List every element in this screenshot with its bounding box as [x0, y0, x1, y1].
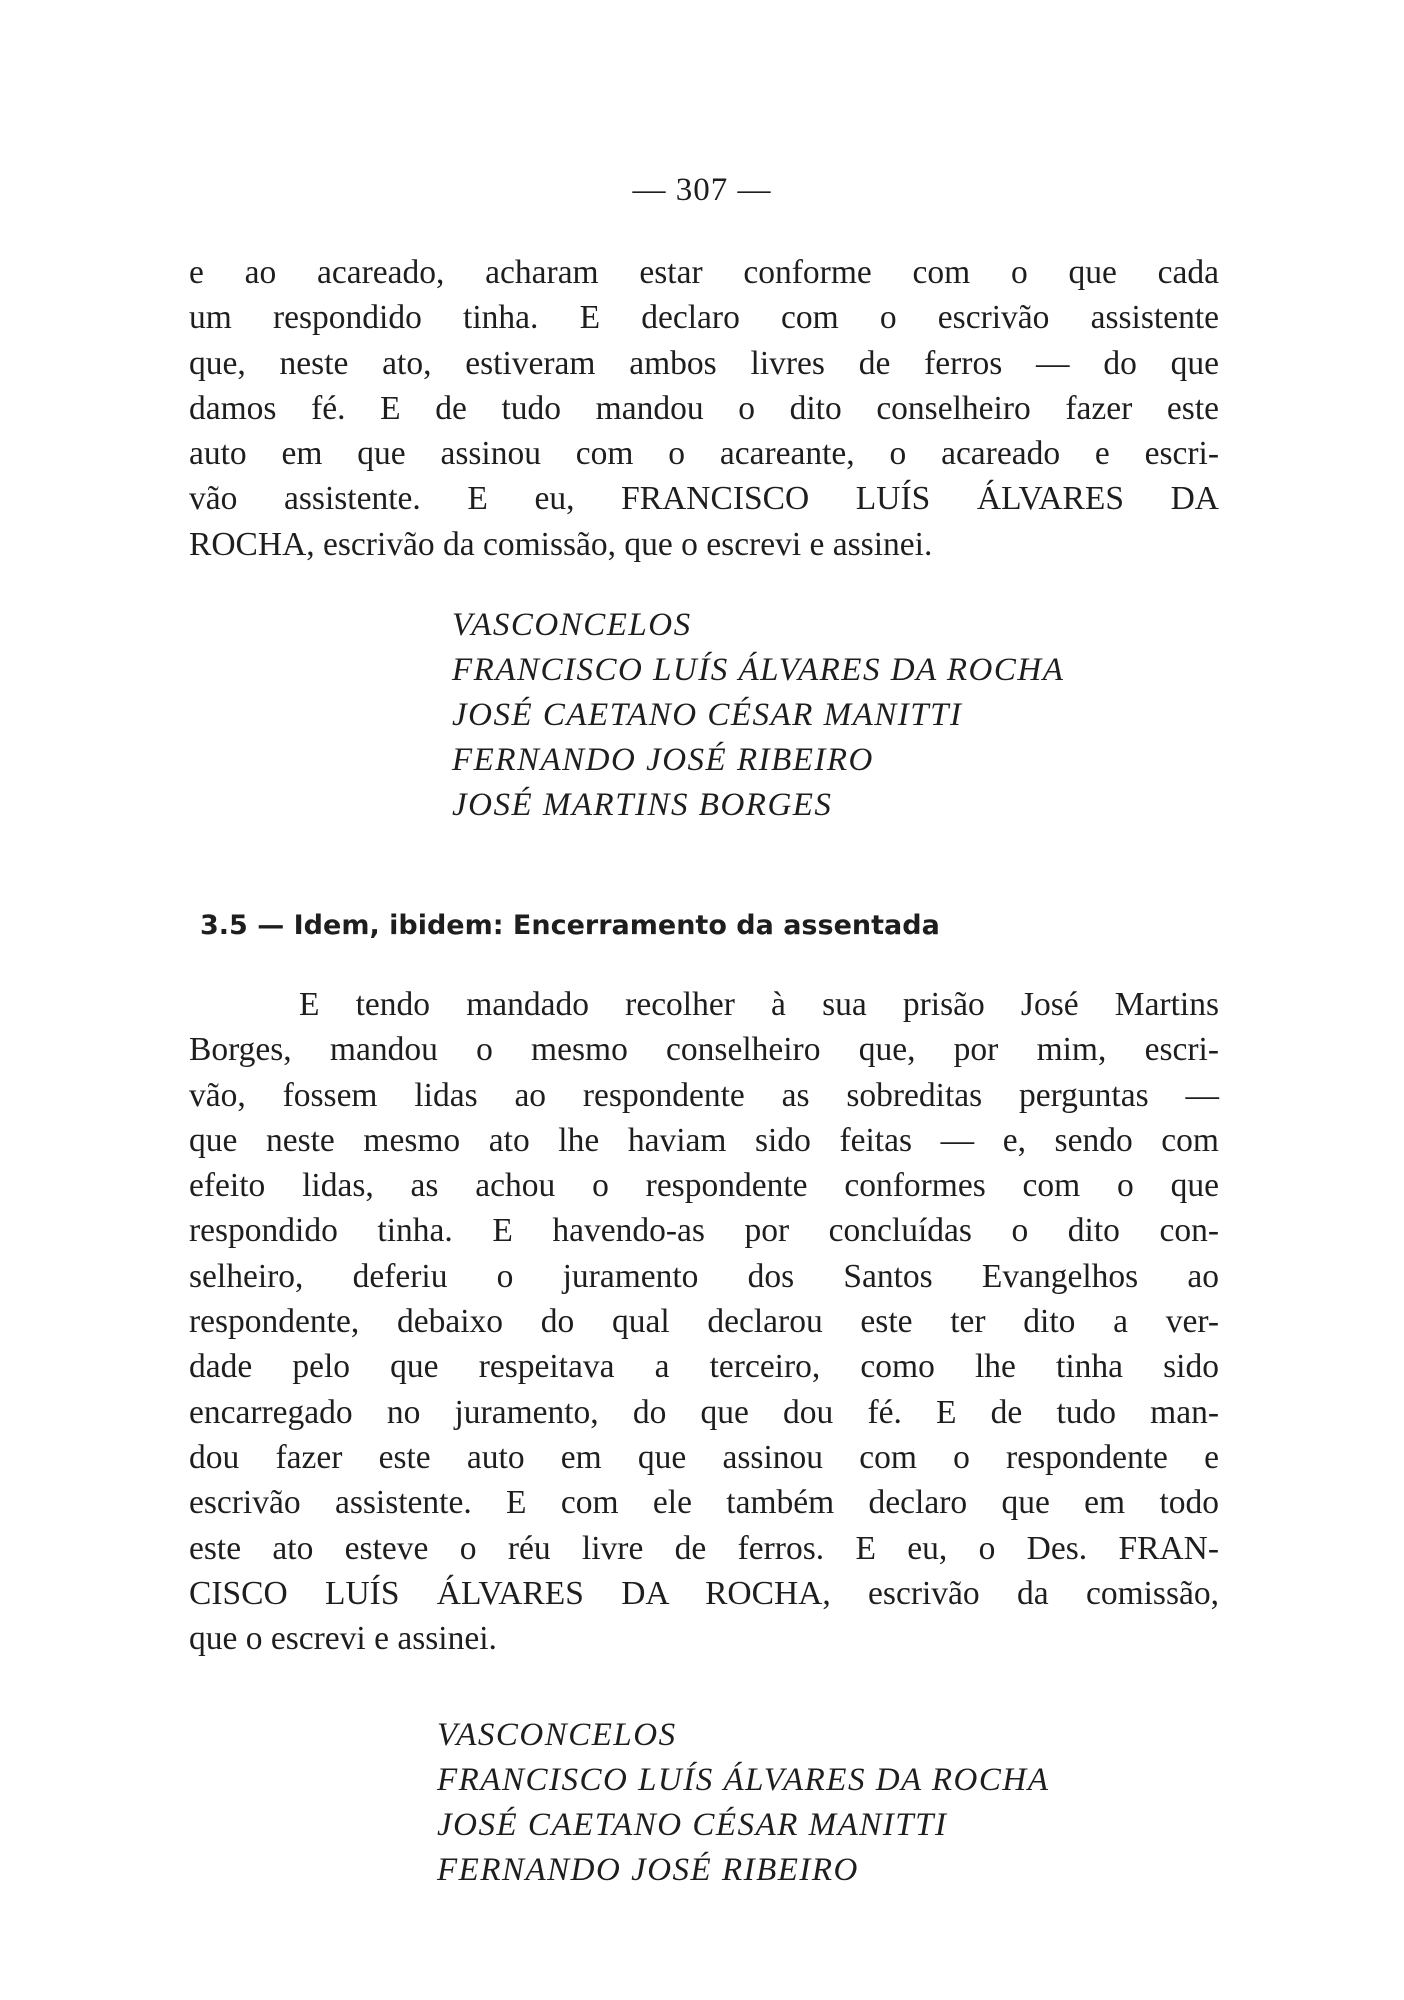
- paragraph-line: encarregado no juramento, do que dou fé. E de tudo man-: [189, 1393, 1219, 1431]
- paragraph-line: vão assistente. E eu, FRANCISCO LUÍS ÁLVARES DA: [189, 480, 1219, 518]
- paragraph-line: um respondido tinha. E declaro com o escrivão assistente: [189, 299, 1219, 337]
- paragraph-line: auto em que assinou com o acareante, o acareado e escri-: [189, 435, 1219, 473]
- paragraph-line: que o escrevi e assinei.: [189, 1620, 497, 1658]
- paragraph-line: respondente, debaixo do qual declarou este ter dito a ver-: [189, 1303, 1219, 1341]
- signature-line: JOSÉ CAETANO CÉSAR MANITTI: [452, 697, 963, 733]
- paragraph-line: que, neste ato, estiveram ambos livres de ferros — do que: [189, 344, 1219, 382]
- paragraph-line: Borges, mandou o mesmo conselheiro que, por mim, escri-: [189, 1031, 1219, 1069]
- paragraph-line: ROCHA, escrivão da comissão, que o escrevi e assinei.: [189, 525, 933, 563]
- section-heading: 3.5 — Idem, ibidem: Encerramento da assentada: [200, 910, 940, 941]
- paragraph-line: CISCO LUÍS ÁLVARES DA ROCHA, escrivão da comissão,: [189, 1574, 1219, 1612]
- signature-line: VASCONCELOS: [452, 607, 692, 643]
- signature-line: FERNANDO JOSÉ RIBEIRO: [437, 1852, 859, 1888]
- signature-block-1: [452, 603, 1064, 828]
- paragraph-line: dade pelo que respeitava a terceiro, como lhe tinha sido: [189, 1348, 1219, 1386]
- paragraph-line: respondido tinha. E havendo-as por concluídas o dito con-: [189, 1212, 1219, 1250]
- signature-line: JOSÉ MARTINS BORGES: [452, 787, 833, 823]
- paragraph-line: damos fé. E de tudo mandou o dito conselheiro fazer este: [189, 389, 1219, 427]
- paragraph-line: e ao acareado, acharam estar conforme com o que cada: [189, 254, 1219, 291]
- paragraph-line: vão, fossem lidas ao respondente as sobreditas perguntas —: [189, 1076, 1219, 1114]
- signature-line: FRANCISCO LUÍS ÁLVARES DA ROCHA: [437, 1762, 1050, 1798]
- signature-block-2: [437, 1713, 1049, 1893]
- signature-line: VASCONCELOS: [437, 1717, 677, 1753]
- page-number: — 307 —: [632, 172, 772, 208]
- paragraph-line: este ato esteve o réu livre de ferros. E eu, o Des. FRAN-: [189, 1529, 1219, 1567]
- signature-line: FRANCISCO LUÍS ÁLVARES DA ROCHA: [452, 652, 1065, 688]
- paragraph-line: efeito lidas, as achou o respondente conformes com o que: [189, 1167, 1219, 1205]
- paragraph-line: que neste mesmo ato lhe haviam sido feitas — e, sendo com: [189, 1121, 1219, 1159]
- paragraph-2: [189, 982, 1219, 1661]
- signature-line: JOSÉ CAETANO CÉSAR MANITTI: [437, 1807, 948, 1843]
- paragraph-1: [189, 250, 1219, 567]
- paragraph-line: dou fazer este auto em que assinou com o respondente e: [189, 1438, 1219, 1476]
- paragraph-line: E tendo mandado recolher à sua prisão José Martins: [299, 986, 1219, 1023]
- signature-line: FERNANDO JOSÉ RIBEIRO: [452, 742, 874, 778]
- paragraph-line: selheiro, deferiu o juramento dos Santos Evangelhos ao: [189, 1257, 1219, 1295]
- paragraph-line: escrivão assistente. E com ele também declaro que em todo: [189, 1484, 1219, 1522]
